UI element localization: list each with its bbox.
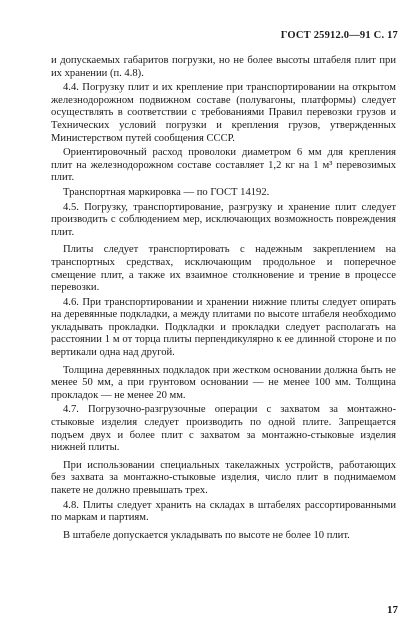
paragraph-stack-height: В штабеле допускается укладывать по высоте не более 10 плит. (63, 529, 350, 541)
paragraph-continuation: и допускаемых габаритов погрузки, но не более высоты штабеля плит при их хранении (п. 4.8). (51, 55, 396, 79)
paragraph-4-7: 4.7. Погрузочно-разгрузочные операции с захватом за монтажно-стыковые изделия следует производить по одной плите. Запрещается подъем двух и более плит с захватом за монтажно-стыковые изделия нижней плиты. (51, 404, 396, 454)
paragraph-pad-thickness: Толщина деревянных подкладок при жестком основании должна быть не менее 50 мм, а при грунтовом основании — не менее 100 мм. Толщина прокладок — не менее 20 мм. (51, 364, 396, 401)
paragraph-4-8: 4.8. Плиты следует хранить на складах в штабелях рассортированными по маркам и партиям. (51, 499, 396, 524)
paragraph-4-6: 4.6. При транспортировании и хранении нижние плиты следует опирать на деревянные подкладки, а между плитами по высоте штабеля необходимо укладывать прокладки. Подкладки и прокладки следует располагать на расстоянии 1 м от торца плиты перпендикулярно к ее длинной стороне и по вертикали одна над другой. (51, 296, 396, 359)
paragraph-transport: Плиты следует транспортировать с надежным закреплением на транспортных средствах, исключающим продольное и поперечное смещение плит, а также их взаимное столкновение и трение в процессе перевозки. (51, 244, 396, 294)
body-text (51, 55, 396, 544)
paragraph-wire-consumption: Ориентировочный расход проволоки диаметром 6 мм для крепления плит на железнодорожном составе составляет 1,2 кг на 1 м³ перевозимых плит. (51, 147, 396, 184)
page-number: 17 (387, 604, 398, 616)
paragraph-marking: Транспортная маркировка — по ГОСТ 14192. (63, 186, 270, 198)
running-header: ГОСТ 25912.0—91 С. 17 (280, 30, 398, 41)
paragraph-rigging: При использовании специальных такелажных устройств, работающих без захвата за монтажно-стыковые изделия, число плит в поднимаемом пакете не должно превышать трех. (51, 459, 396, 496)
paragraph-4-5: 4.5. Погрузку, транспортирование, разгрузку и хранение плит следует производить с соблюдением мер, исключающих возможность повреждения плит. (51, 201, 396, 238)
paragraph-4-4: 4.4. Погрузку плит и их крепление при транспортировании на открытом железнодорожном подвижном составе (полувагоны, платформы) следует осуществлять в соответствии с требованиями Правил перевозки грузов и Технических условий погрузки и крепления грузов, утвержденных Министерством путей сообщения СССР. (51, 82, 396, 144)
